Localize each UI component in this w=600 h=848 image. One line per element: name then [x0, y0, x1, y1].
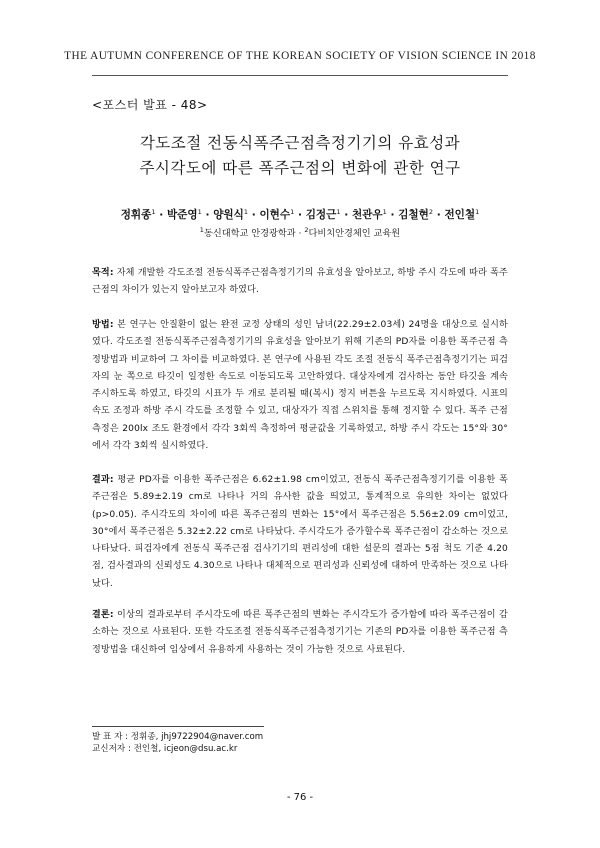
author-separator: · — [201, 209, 214, 221]
affiliation-separator: · — [295, 228, 305, 239]
author-separator: · — [248, 209, 260, 221]
author — [444, 209, 479, 221]
author — [213, 209, 248, 221]
author-separator: · — [340, 209, 352, 221]
author — [352, 209, 387, 221]
author — [121, 209, 156, 221]
conclusion-label: 결론: — [92, 610, 114, 620]
author-name: 전인철 — [444, 209, 476, 221]
footnote-rule — [92, 726, 264, 727]
author-name: 천관우 — [351, 209, 383, 221]
header-rule — [92, 75, 508, 76]
affiliation-superscript: 1 — [199, 226, 204, 234]
author-separator: · — [155, 209, 167, 221]
author — [167, 209, 202, 221]
author-superscript: 1 — [151, 208, 156, 216]
title-line-1: 각도조절 전동식폭주근점측정기기의 유효성과 — [139, 134, 461, 152]
author-separator: · — [294, 209, 306, 221]
author-list — [0, 207, 600, 222]
purpose-label: 목적: — [92, 268, 114, 278]
author-name: 김정근 — [305, 209, 337, 221]
presenter-footnote: 발 표 자 : 정휘종, jhj9722904@naver.com — [92, 732, 264, 742]
affiliation — [304, 228, 400, 239]
author-name: 정휘종 — [120, 209, 152, 221]
author-separator: · — [386, 209, 399, 221]
poster-label: <포스터 발표 - 48> — [92, 98, 208, 112]
author-superscript: 1 — [197, 208, 202, 216]
affiliation-name: 다비치안경체인 교육원 — [308, 228, 401, 239]
author-name: 김철현 — [398, 209, 429, 221]
result-text: 평균 PD자를 이용한 폭주근점은 6.62±1.98 cm이었고, 전동식 폭주근점측정기기를 이용한 폭주근점은 5.89±2.19 cm로 나타나 거의 유사한 값을 띄었고, 통계적으로 유의한 차이는 없었다(p>0.05). 주시각도의 차이에 따른 폭주근점의 변화는 15°에서 폭주근점은 5.56±2.09 cm이었고, 30°에서 폭주근점은 5.32±2.22 cm로 나타났다. 주시각도가 증가할수록 폭주근점이 감소하는 것으로 나타났다. 피검자에게 전동식 폭주근점 검사기기의 편리성에 대한 설문의 결과는 5점 척도 기준 4.20점, 검사결과의 신뢰성도 4.30으로 나타나 대체적으로 편리성과 신뢰성에 대하여 만족하는 것으로 나타났다. — [92, 475, 508, 589]
author-superscript: 2 — [428, 208, 434, 216]
affiliation — [200, 228, 296, 239]
title-line-2: 주시각도에 따른 폭주근점의 변화에 관한 연구 — [139, 159, 461, 177]
purpose-text: 자체 개발한 각도조절 전동식폭주근점측정기기의 유효성을 알아보고, 하방 주시 각도에 따라 폭주근점의 차이가 있는지 알아보고자 하였다. — [92, 268, 508, 296]
author — [306, 209, 341, 221]
result-section — [92, 472, 508, 593]
author-superscript: 1 — [382, 208, 387, 216]
author-superscript: 1 — [475, 208, 480, 216]
author-separator: · — [433, 209, 445, 221]
affiliation-name: 동신대학교 안경광학과 — [203, 228, 296, 239]
method-section — [92, 317, 508, 455]
author-superscript: 1 — [290, 208, 295, 216]
conclusion-text: 이상의 결과로부터 주시각도에 따른 폭주근점의 변화는 주시각도가 증가함에 따라 폭주근점이 감소하는 것으로 사료된다. 또한 각도조절 전동식폭주근점측정기기는 기존의 PD자를 이용한 폭주근점 측정방법을 대신하여 임상에서 유용하게 사용하는 것이 가능한 것으로 사료된다. — [92, 610, 508, 655]
author-name: 이현수 — [259, 209, 291, 221]
corresponding-author-footnote: 교신저자 : 전인철, icjeon@dsu.ac.kr — [92, 744, 238, 754]
affiliation-list — [0, 225, 600, 239]
author-name: 양원식 — [213, 209, 244, 221]
author — [259, 209, 294, 221]
author — [398, 209, 433, 221]
author-superscript: 1 — [336, 208, 341, 216]
purpose-section — [92, 265, 508, 300]
method-label: 방법: — [92, 320, 114, 330]
method-text: 본 연구는 안질환이 없는 완전 교정 상태의 성인 남녀(22.29±2.03세) 24명을 대상으로 실시하였다. 각도조절 전동식폭주근점측정기기의 유효성을 알아보기 위해 기존의 PD자를 이용한 폭주근점 측정방법과 비교하여 그 차이를 비교하였다. 본 연구에 사용된 각도 조절 전동식 폭주근점측정기기는 피검자의 눈 쪽으로 타깃이 일정한 속도로 이동되도록 고안하였다. 대상자에게 검사하는 동안 타깃을 계속 주시하도록 하였고, 타깃의 시표가 두 개로 분리될 때(복시) 정지 버튼을 누르도록 지시하였다. 시표의 속도 조정과 하방 주시 각도를 조정할 수 있고, 대상자가 직접 스위치를 통해 정지할 수 있다. 폭주 근점 측정은 200lx 조도 환경에서 각각 3회씩 측정하여 평균값을 기록하였고, 하방 주시 각도는 15°와 30°에서 각각 3회씩 실시하였다. — [92, 320, 508, 452]
conclusion-section — [92, 607, 508, 659]
author-name: 박준영 — [166, 209, 198, 221]
result-label: 결과: — [92, 475, 114, 485]
page-number: - 76 - — [286, 792, 314, 803]
author-superscript: 1 — [243, 208, 249, 216]
affiliation-superscript: 2 — [304, 226, 309, 234]
conference-header: THE AUTUMN CONFERENCE OF THE KOREAN SOCIETY OF VISION SCIENCE IN 2018 — [64, 50, 536, 62]
